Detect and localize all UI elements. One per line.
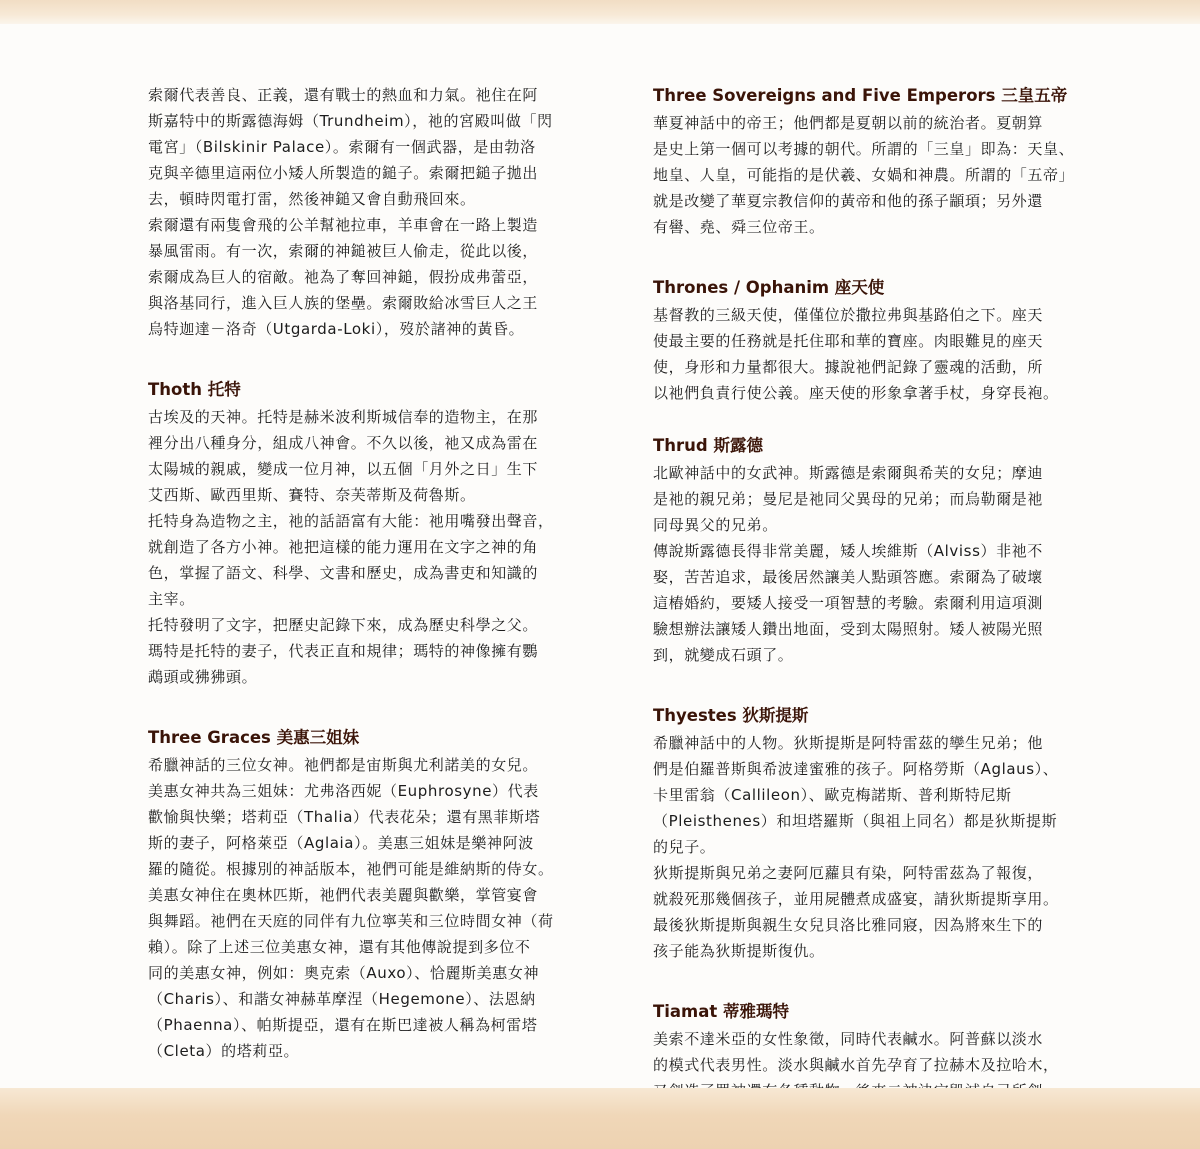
thrones-paragraph-1: 基督教的三級天使，僅僅位於撒拉弗與基路伯之下。座天 使最主要的任務就是托住耶和華的寶座。肉眼難見的座天 使，身形和力量都很大。據說祂們記錄了靈魂的活動，所 以祂們負責行使公義。座天使的形象拿著手杖，身穿長袍。 bbox=[653, 306, 1059, 402]
entry-title: Three Graces 美惠三姐妹 bbox=[148, 728, 360, 747]
left-column bbox=[148, 82, 610, 1064]
entry-three-graces bbox=[148, 724, 610, 1064]
entry-thoth bbox=[148, 376, 610, 690]
entry-title: Thyestes 狄斯提斯 bbox=[653, 706, 809, 725]
thrud-paragraph-1: 北歐神話中的女武神。斯露德是索爾與希芙的女兒；摩迪 是祂的親兄弟；曼尼是祂同父異母的兄弟；而烏勒爾是祂 同母異父的兄弟。 bbox=[653, 464, 1044, 534]
three-sovereigns-paragraph-1: 華夏神話中的帝王；他們都是夏朝以前的統治者。夏朝算 是史上第一個可以考據的朝代。所謂的「三皇」即為：天皇、 地皇、人皇，可能指的是伏羲、女媧和神農。所謂的「五帝」 就是改變了華夏宗教信仰的黃帝和他的孫子顓頊；另外還 有嚳、堯、舜三位帝王。 bbox=[653, 114, 1075, 236]
entry-thrud bbox=[653, 432, 1115, 668]
entry-three-sovereigns bbox=[653, 82, 1115, 240]
thoth-paragraph-1: 古埃及的天神。托特是赫米波利斯城信奉的造物主，在那 裡分出八種身分，組成八神會。不久以後，祂又成為雷在 太陽城的親戚，變成一位月神，以五個「月外之日」生下 艾西斯、歐西里斯、賽特、奈芙蒂斯及荷魯斯。 bbox=[148, 408, 539, 504]
right-column bbox=[653, 82, 1115, 1104]
thyestes-paragraph-1: 希臘神話中的人物。狄斯提斯是阿特雷茲的孿生兄弟；他 們是伯羅普斯與希波達蜜雅的孩子。阿格勞斯（Aglaus）、 卡里雷翁（Callileon）、歐克梅諾斯、普利斯特尼斯 （Pleisthenes）和坦塔羅斯（與祖上同名）都是狄斯提斯 的兒子。 bbox=[653, 734, 1059, 856]
thoth-paragraph-2: 托特身為造物之主，祂的話語富有大能：祂用嘴發出聲音， 就創造了各方小神。祂把這樣的能力運用在文字之神的角 色，掌握了語文、科學、文書和歷史，成為書吏和知識的 主宰。 bbox=[148, 512, 554, 608]
thor-paragraph-2: 索爾還有兩隻會飛的公羊幫祂拉車，羊車會在一路上製造 暴風雷雨。有一次，索爾的神鎚被巨人偷走，從此以後， 索爾成為巨人的宿敵。祂為了奪回神鎚，假扮成弗蕾亞， 與洛基同行，進入巨人族的堡壘。索爾敗給冰雪巨人之王 烏特迦達－洛奇（Utgarda-Loki），歿於諸神的黃昏。 bbox=[148, 216, 539, 338]
entry-thyestes bbox=[653, 702, 1115, 964]
page-edge-top bbox=[0, 0, 1200, 24]
entry-thrones bbox=[653, 274, 1115, 406]
entry-title: Three Sovereigns and Five Emperors 三皇五帝 bbox=[653, 86, 1068, 105]
tiamat-paragraph-1: 美索不達米亞的女性象徵，同時代表鹹水。阿普蘇以淡水 的模式代表男性。淡水與鹹水首先孕育了拉赫木及拉哈木， bbox=[653, 1030, 1059, 1074]
thor-paragraph-1: 索爾代表善良、正義，還有戰士的熱血和力氣。祂住在阿 斯嘉特中的斯露德海姆（Trundheim），祂的宮殿叫做「閃 電宮」（Bilskinir Palace）。索爾有一個武器，是由勃洛 克與辛德里這兩位小矮人所製造的鎚子。索爾把鎚子拋出 去，頓時閃電打雷，然後神鎚又會自動飛回來。 bbox=[148, 86, 553, 208]
entry-title: Thrud 斯露德 bbox=[653, 436, 763, 455]
three-graces-paragraph-1: 希臘神話的三位女神。祂們都是宙斯與尤利諾美的女兒。 美惠女神共為三姐妹：尤弗洛西妮（Euphrosyne）代表 歡愉與快樂；塔莉亞（Thalia）代表花朵；還有黑菲斯塔 斯的妻子，阿格萊亞（Aglaia）。美惠三姐妹是樂神阿波 羅的隨從。根據別的神話版本，祂們可能是維納斯的侍女。 美惠女神住在奧林匹斯，祂們代表美麗與歡樂，掌管宴會 與舞蹈。祂們在天庭的同伴有九位寧芙和三位時間女神（荷 賴）。除了上述三位美惠女神，還有其他傳說提到多位不 同的美惠女神，例如：奧克索（Auxo）、恰麗斯美惠女神 （Charis）、和諧女神赫革摩涅（Hegemone）、法恩納 （Phaenna）、帕斯提亞，還有在斯巴達被人稱為柯雷塔 （Cleta）的塔莉亞。 bbox=[148, 756, 554, 1060]
entry-title: Thoth 托特 bbox=[148, 380, 241, 399]
entry-title: Tiamat 蒂雅瑪特 bbox=[653, 1002, 790, 1021]
entry-thor-continued bbox=[148, 82, 610, 342]
page-edge-bottom bbox=[0, 1088, 1200, 1149]
thrud-paragraph-2: 傳說斯露德長得非常美麗，矮人埃維斯（Alviss）非祂不 娶，苦苦追求，最後居然讓美人點頭答應。索爾為了破壞 這樁婚約，要矮人接受一項智慧的考驗。索爾利用這項測 驗想辦法讓矮人鑽出地面，受到太陽照射。矮人被陽光照 到，就變成石頭了。 bbox=[653, 542, 1044, 664]
thoth-paragraph-3: 托特發明了文字，把歷史記錄下來，成為歷史科學之父。 瑪特是托特的妻子，代表正直和規律；瑪特的神像擁有鸚 鵡頭或狒狒頭。 bbox=[148, 616, 539, 686]
entry-title: Thrones / Ophanim 座天使 bbox=[653, 278, 885, 297]
thyestes-paragraph-2: 狄斯提斯與兄弟之妻阿厄蘿貝有染，阿特雷茲為了報復， 就殺死那幾個孩子，並用屍體煮成盛宴，請狄斯提斯享用。 最後狄斯提斯與親生女兒貝洛比雅同寢，因為將來生下的 孩子能為狄斯提斯復仇。 bbox=[653, 864, 1059, 960]
